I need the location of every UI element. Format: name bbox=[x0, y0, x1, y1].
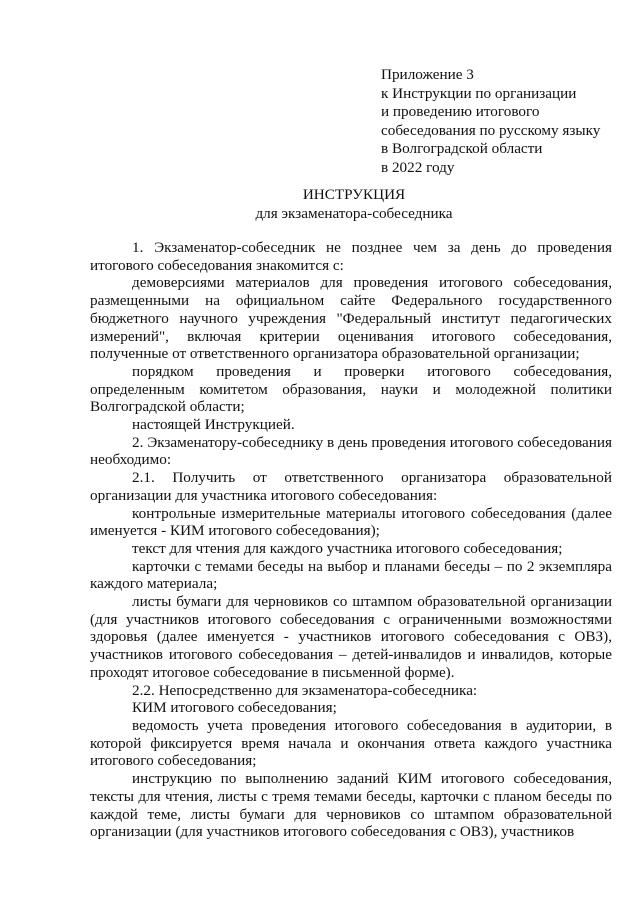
appendix-line: в Волгоградской области bbox=[381, 140, 543, 157]
document-title-block bbox=[0, 186, 640, 223]
paragraph: порядком проведения и проверки итогового собеседования, определенным комитетом образования, науки и молодежной политики Волгоградской области; bbox=[90, 362, 612, 416]
appendix-line: Приложение 3 bbox=[381, 66, 474, 83]
paragraph: КИМ итогового собеседования; bbox=[132, 699, 337, 717]
document-body bbox=[90, 239, 612, 841]
document-title: ИНСТРУКЦИЯ bbox=[302, 186, 406, 203]
paragraph: 2. Экзаменатору-собеседнику в день проведения итогового собеседования необходимо: bbox=[90, 433, 612, 469]
paragraph: карточки с темами беседы на выбор и планами беседы – по 2 экземпляра каждого материала; bbox=[90, 557, 612, 593]
paragraph: 2.2. Непосредственно для экзаменатора-собеседника: bbox=[132, 681, 478, 699]
paragraph: 2.1. Получить от ответственного организатора образовательной организации для участника итогового собеседования: bbox=[90, 469, 612, 504]
appendix-line: в 2022 году bbox=[381, 158, 455, 176]
paragraph: настоящей Инструкцией. bbox=[132, 416, 295, 434]
appendix-header bbox=[381, 66, 621, 177]
paragraph: ведомость учета проведения итогового собеседования в аудитории, в которой фиксируется время начала и окончания ответа каждого участника итогового собеседования; bbox=[90, 716, 612, 770]
appendix-line: к Инструкции по организации bbox=[381, 84, 577, 102]
paragraph: инструкцию по выполнению заданий КИМ итогового собеседования, тексты для чтения, листы с тремя темами беседы, карточки с планом беседы по каждой теме, листы бумаги для черновиков со штампом образовательной организации (для участников итогового собеседования с ОВЗ), участников bbox=[90, 770, 612, 841]
document-subtitle: для экзаменатора-собеседника bbox=[255, 204, 453, 222]
paragraph: контрольные измерительные материалы итогового собеседования (далее именуется - КИМ итогового собеседования); bbox=[90, 504, 612, 540]
appendix-line: собеседования по русскому языку bbox=[381, 121, 601, 139]
appendix-line: и проведению итогового bbox=[381, 103, 540, 120]
paragraph: текст для чтения для каждого участника итогового собеседования; bbox=[132, 539, 563, 557]
paragraph: листы бумаги для черновиков со штампом образовательной организации (для участников итогового собеседования с ограниченными возможностями здоровья (далее именуется - участников итогового собеседования с ОВЗ), участников итогового собеседования – детей-инвалидов и инвалидов, которые проходят итоговое собеседование в письменной форме). bbox=[90, 593, 612, 681]
paragraph: демоверсиями материалов для проведения итогового собеседования, размещенными на официальном сайте Федерального государственного бюджетного научного учреждения "Федеральный институт педагогических измерений", включая критерии оценивания итогового собеседования, полученные от ответственного организатора образовательной организации; bbox=[90, 274, 612, 363]
paragraph: 1. Экзаменатор-собеседник не позднее чем за день до проведения итогового собеседования знакомится с: bbox=[90, 239, 612, 274]
